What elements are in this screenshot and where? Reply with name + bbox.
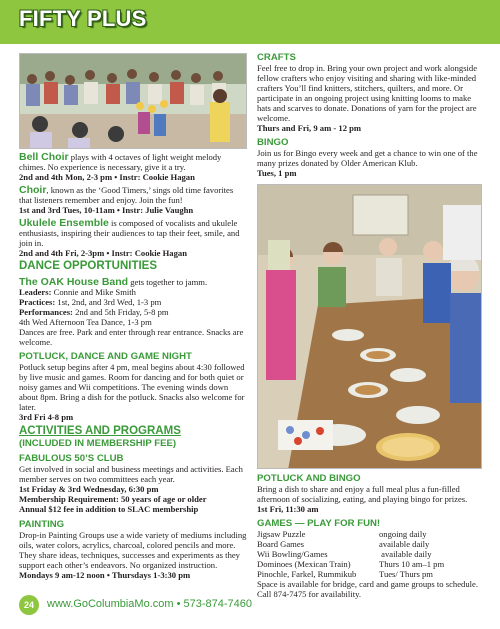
ukulele-paragraph <box>19 218 247 248</box>
oak-band-paragraph <box>19 277 247 287</box>
oak-band-leaders-label: Leaders: <box>19 287 52 297</box>
oak-band-tea-dance: 4th Wed Afternoon Tea Dance, 1-3 pm <box>19 317 152 327</box>
potluck-photo <box>257 184 482 469</box>
game-time: available daily <box>379 549 432 559</box>
left-column <box>19 53 247 580</box>
bingo-heading: BINGO <box>257 137 289 148</box>
game-name: Pinochle, Farkel, Rummikub <box>257 569 357 579</box>
games-heading: GAMES — PLAY FOR FUN! <box>257 518 381 529</box>
game-time: Tues/ Thurs pm <box>379 569 433 579</box>
painting-schedule: Mondays 9 am-12 noon • Thursdays 1-3:30 pm <box>19 570 191 580</box>
bingo-schedule: Tues, 1 pm <box>257 168 297 178</box>
oak-band-leaders-value: Connie and Mike Smith <box>51 287 136 297</box>
fab50-line3: Annual $12 fee in addition to SLAC membership <box>19 504 199 514</box>
crafts-heading: CRAFTS <box>257 52 296 63</box>
game-time: ongoing daily <box>379 529 427 539</box>
choir-lead: Choir <box>19 184 47 196</box>
games-note: Space is available for bridge, card and game groups to schedule. Call 874-7475 for availability. <box>257 579 478 599</box>
painting-heading: PAINTING <box>19 519 65 530</box>
oak-band-performances-label: Performances: <box>19 307 73 317</box>
fab50-heading: FABULOUS 50’S CLUB <box>19 453 124 464</box>
ukulele-lead: Ukulele Ensemble <box>19 217 109 229</box>
games-table <box>257 529 482 579</box>
ukulele-schedule: 2nd and 4th Fri, 2-3pm • Instr: Cookie Hagan <box>19 248 187 258</box>
oak-band-leaders <box>19 287 247 297</box>
potluck-dance-heading: POTLUCK, DANCE AND GAME NIGHT <box>19 351 192 362</box>
page-number: 24 <box>19 595 39 615</box>
oak-band-practices-value: 1st, 2nd, and 3rd Wed, 1-3 pm <box>55 297 162 307</box>
bell-choir-lead: Bell Choir <box>19 151 69 163</box>
oak-band-practices-label: Practices: <box>19 297 56 307</box>
oak-band-lead: The OAK House Band <box>19 276 129 288</box>
choir-text: , known as the ‘Good Timers,’ sings old time favorites that listeners remember and enjoy. Join the fun! <box>19 185 234 205</box>
potluck-dance-schedule: 3rd Fri 4-8 pm <box>19 412 74 422</box>
crafts-schedule: Thurs and Fri, 9 am - 12 pm <box>257 123 362 133</box>
potluck-bingo-text: Bring a dish to share and enjoy a full meal plus a fun-filled afternoon of socializing, eating, and playing bingo for prizes. <box>257 484 468 504</box>
right-column <box>257 52 482 599</box>
oak-band-performances <box>19 307 247 317</box>
potluck-bingo-schedule: 1st Fri, 11:30 am <box>257 504 319 514</box>
painting-text: Drop-in Painting Groups use a wide variety of mediums including oils, water colors, acrylics, charcoal, colored pencils and more. They share ideas, techniques, successes and experiments as they support each other’s endeavors. No organized instruction. <box>19 530 247 570</box>
choir-paragraph <box>19 185 247 205</box>
fab50-line1: 1st Friday & 3rd Wednesday, 6:30 pm <box>19 484 159 494</box>
bell-choir-photo <box>19 53 247 149</box>
oak-band-note: Dances are free. Park and enter through rear entrance. Snacks are welcome. <box>19 327 244 347</box>
game-name: Dominoes (Mexican Train) <box>257 559 351 569</box>
bingo-text: Join us for Bingo every week and get a chance to win one of the many prizes donated by Older American Klub. <box>257 148 478 168</box>
oak-band-practices <box>19 297 247 307</box>
header-banner <box>0 0 500 44</box>
dance-heading: DANCE OPPORTUNITIES <box>19 260 158 272</box>
game-time: available daily <box>379 539 430 549</box>
bell-choir-paragraph <box>19 152 247 172</box>
choir-schedule: 1st and 3rd Tues, 10-11am • Instr: Julie Vaughn <box>19 205 194 215</box>
ukulele-text: is composed of vocalists and ukulele enthusiasts, inspiring their audiences to tap their feet, smile, and join in. <box>19 218 240 248</box>
potluck-dance-text: Potluck setup begins after 4 pm, meal begins about 4:30 followed by live music and games. Room for dancing and for both quiet or noisy games and Wii competitions. The evening winds down about 8pm. Bring a dish for the potluck. Snacks also welcome for later. <box>19 362 245 412</box>
game-time: Thurs 10 am–1 pm <box>379 559 445 569</box>
game-name: Wii Bowling/Games <box>257 549 328 559</box>
fab50-line2: Membership Requirement: 50 years of age or older <box>19 494 207 504</box>
activities-subheading: (INCLUDED IN MEMBERSHIP FEE) <box>19 438 177 449</box>
oak-band-performances-value: 2nd and 5th Friday, 5-8 pm <box>72 307 169 317</box>
oak-band-text: gets together to jamm. <box>128 277 208 287</box>
game-name: Jigsaw Puzzle <box>257 529 306 539</box>
bell-choir-schedule: 2nd and 4th Mon, 2-3 pm • Instr: Cookie Hagan <box>19 172 195 182</box>
fab50-text: Get involved in social and business meetings and activities. Each member serves on two committees each year. <box>19 464 243 484</box>
page-title: FIFTY PLUS <box>19 6 147 31</box>
footer-contact: www.GoColumbiaMo.com • 573-874-7460 <box>47 598 253 610</box>
activities-heading: ACTIVITIES AND PROGRAMS <box>19 425 181 437</box>
bell-choir-text: plays with 4 octaves of light weight melody chimes. No experience is necessary, give it a try. <box>19 152 222 172</box>
potluck-bingo-heading: POTLUCK AND BINGO <box>257 473 361 484</box>
crafts-text: Feel free to drop in. Bring your own project and work alongside fellow crafters who enjoy visiting and sharing with like-minded crafters You’ll find knitters, stitchers, quilters, and more. Or participate in an ongoing project using knitting looms to make hats and scarves to donate. Donations of yarn for the project are welcome. <box>257 63 478 123</box>
game-name: Board Games <box>257 539 305 549</box>
